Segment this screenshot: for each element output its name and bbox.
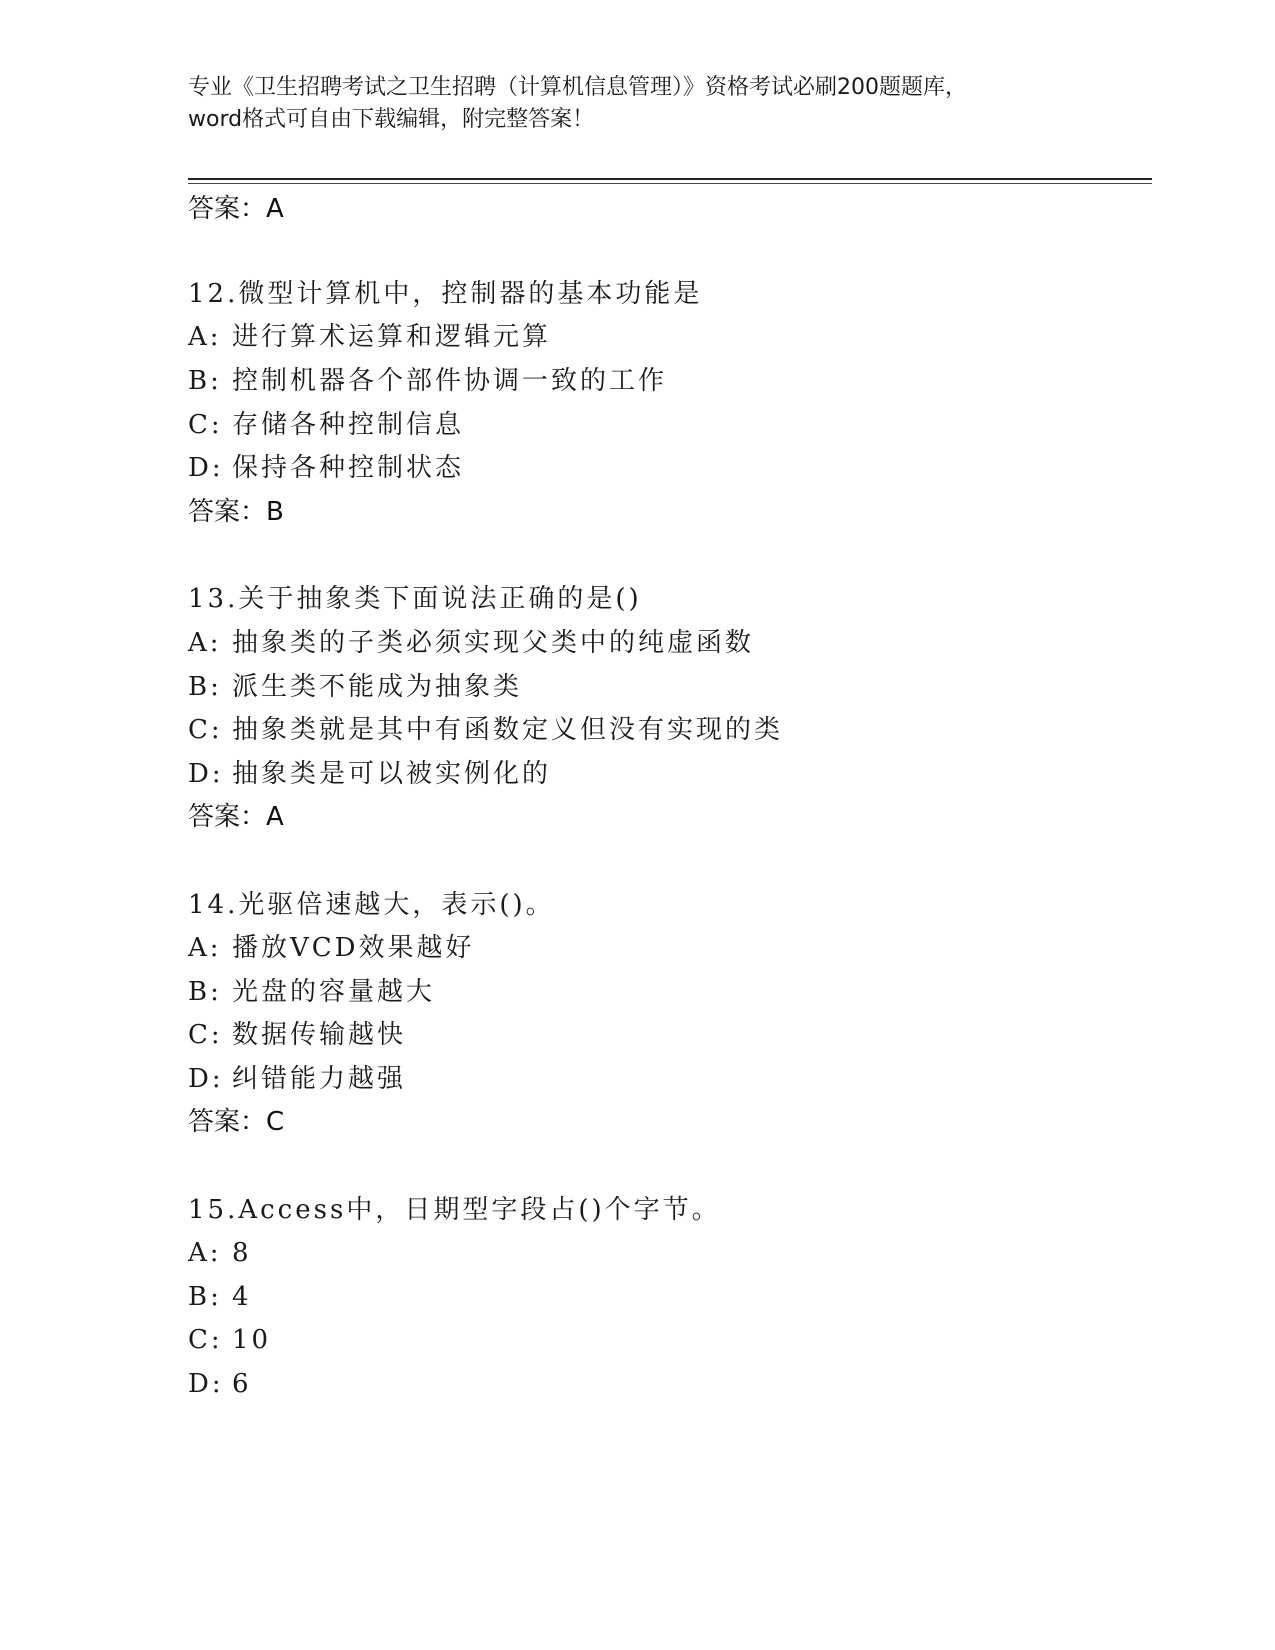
question-15-option-c [188,1323,271,1357]
question-13-answer: 答案：A [188,802,284,832]
option-text: 播放VCD效果越好 [232,933,475,963]
question-14-option-c [188,1018,406,1052]
header-divider-thin [188,183,1152,184]
option-label: B: [188,977,222,1007]
question-13-option-b [188,670,522,704]
option-text: 4 [232,1282,252,1312]
header-divider [188,178,1152,180]
question-14-stem: 14.光驱倍速越大，表示()。 [188,890,555,920]
option-text: 进行算术运算和逻辑元算 [232,322,552,352]
option-text: 6 [232,1369,252,1399]
option-text: 10 [232,1325,272,1355]
option-text: 抽象类就是其中有函数定义但没有实现的类 [232,715,784,745]
question-13-option-d [188,757,551,791]
option-label: C: [188,1020,223,1050]
option-text: 光盘的容量越大 [232,977,436,1007]
option-label: D: [188,759,224,789]
option-label: B: [188,366,222,396]
question-12-answer: 答案：B [188,497,284,527]
question-12-option-c [188,408,464,442]
option-label: D: [188,1369,224,1399]
option-label: C: [188,410,223,440]
option-text: 纠错能力越强 [232,1064,407,1094]
option-text: 保持各种控制状态 [232,453,465,483]
option-label: C: [188,1325,223,1355]
option-text: 8 [232,1238,252,1268]
option-label: A: [188,933,222,963]
question-14-option-a [188,931,475,965]
question-14-answer: 答案：C [188,1107,285,1137]
question-13-option-a [188,626,754,660]
option-label: D: [188,1064,224,1094]
option-text: 派生类不能成为抽象类 [232,672,523,702]
option-label: A: [188,1238,222,1268]
question-12-option-d [188,451,464,485]
question-13-stem: 13.关于抽象类下面说法正确的是() [188,584,642,614]
question-15-stem: 15.Access中，日期型字段占()个字节。 [188,1195,721,1225]
option-text: 存储各种控制信息 [232,410,465,440]
document-header [188,72,1088,136]
option-text: 控制机器各个部件协调一致的工作 [232,366,668,396]
header-title-line-2: word格式可自由下载编辑，附完整答案！ [188,107,595,132]
option-label: A: [188,322,222,352]
option-label: D: [188,453,224,483]
option-text: 数据传输越快 [232,1020,407,1050]
header-title-line-1: 专业《卫生招聘考试之卫生招聘（计算机信息管理）》资格考试必刷200题题库， [188,75,967,100]
answer-previous: 答案：A [188,194,284,224]
option-label: B: [188,1282,222,1312]
option-text: 抽象类是可以被实例化的 [232,759,552,789]
question-15-option-a [188,1236,252,1270]
question-15-option-d [188,1367,252,1401]
question-15-option-b [188,1280,252,1314]
question-14-option-d [188,1062,406,1096]
question-14-option-b [188,975,435,1009]
question-13-option-c [188,713,783,747]
option-text: 抽象类的子类必须实现父类中的纯虚函数 [232,628,755,658]
option-label: C: [188,715,223,745]
question-12-option-b [188,364,667,398]
option-label: A: [188,628,222,658]
question-12-stem: 12.微型计算机中，控制器的基本功能是 [188,279,703,309]
question-12-option-a [188,320,551,354]
option-label: B: [188,672,222,702]
